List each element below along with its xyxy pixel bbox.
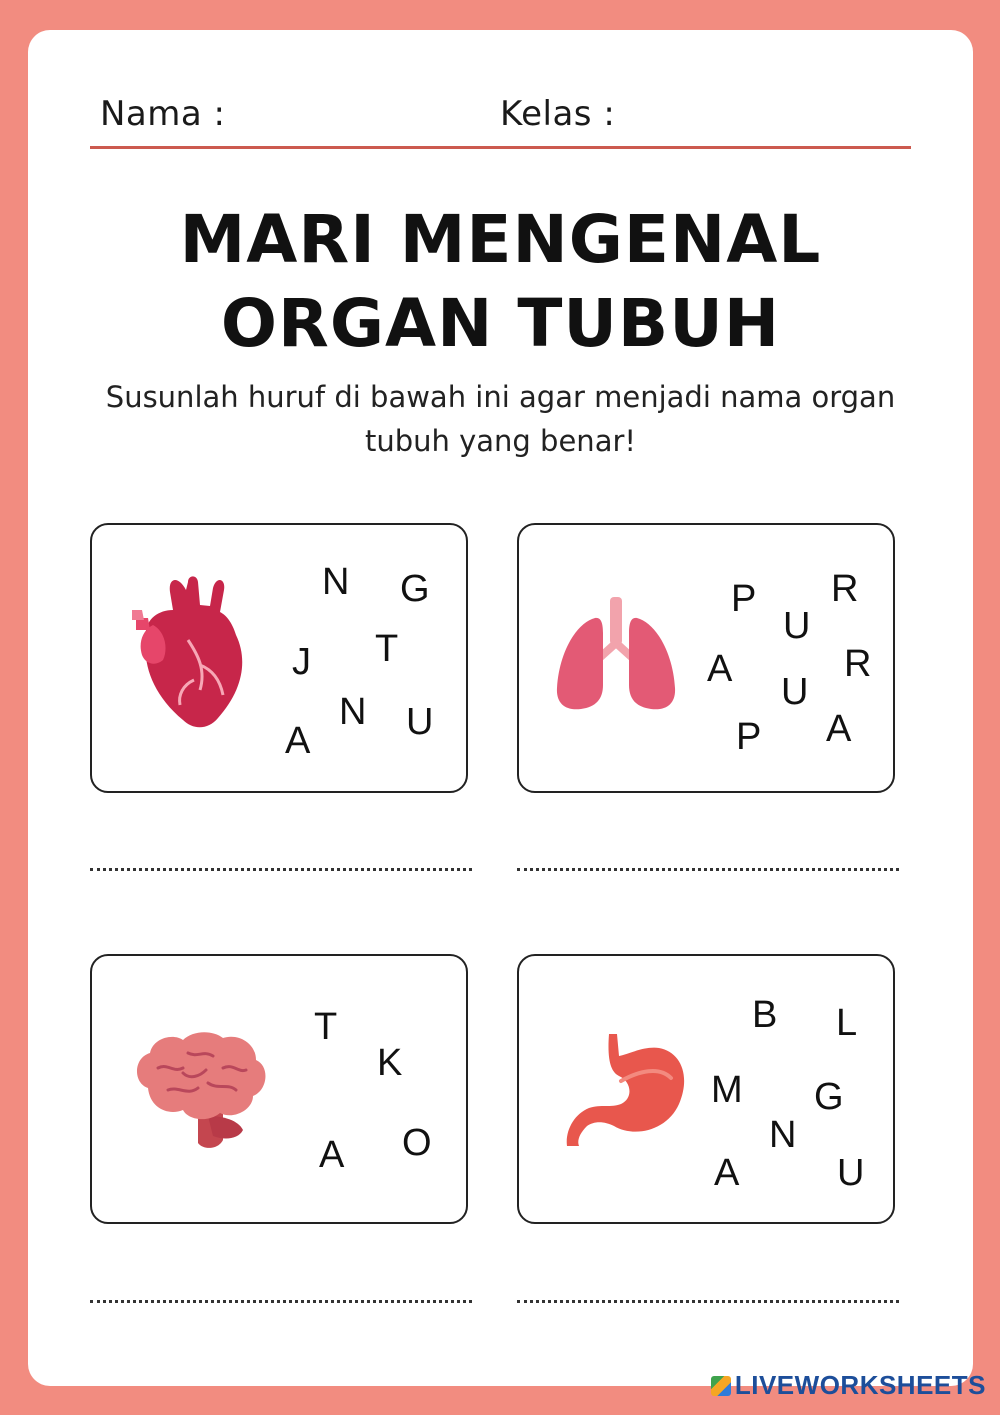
lungs-icon (551, 593, 681, 723)
worksheet (28, 30, 973, 1386)
scrambled-letter: T (375, 628, 399, 670)
scrambled-letter: N (769, 1114, 797, 1156)
liveworksheets-icon (711, 1376, 731, 1396)
answer-line[interactable] (517, 1300, 899, 1303)
page-title (28, 198, 973, 366)
scrambled-letter: L (836, 1002, 858, 1044)
class-label: Kelas : (500, 94, 616, 134)
scrambled-letter: U (837, 1152, 865, 1194)
scrambled-letter: P (736, 716, 762, 758)
card-stomach (517, 954, 895, 1224)
answer-line[interactable] (517, 868, 899, 871)
brand-logo (711, 1370, 986, 1401)
scrambled-letter: R (831, 568, 859, 610)
name-label: Nama : (100, 94, 226, 134)
scrambled-letter: K (377, 1042, 403, 1084)
scrambled-letter: A (714, 1152, 740, 1194)
scrambled-letter: N (339, 691, 367, 733)
answer-line[interactable] (90, 1300, 472, 1303)
scrambled-letter: G (814, 1076, 844, 1118)
header-divider (90, 146, 911, 149)
answer-line[interactable] (90, 868, 472, 871)
heart-icon (128, 570, 258, 750)
scrambled-letter: M (711, 1069, 743, 1111)
card-heart (90, 523, 468, 793)
scrambled-letter: O (402, 1122, 432, 1164)
scrambled-letter: N (322, 561, 350, 603)
scrambled-letter: A (826, 708, 852, 750)
stomach-icon (559, 1026, 699, 1156)
scrambled-letter: T (314, 1006, 338, 1048)
scrambled-letter: P (731, 578, 757, 620)
scrambled-letter: U (781, 671, 809, 713)
scrambled-letter: G (400, 568, 430, 610)
scrambled-letter: A (707, 648, 733, 690)
scrambled-letter: B (752, 994, 778, 1036)
scrambled-letter: J (292, 641, 311, 683)
instruction-text: Susunlah huruf di bawah ini agar menjadi nama organ tubuh yang benar! (105, 380, 896, 458)
title-line-2: ORGAN TUBUH (220, 285, 781, 362)
scrambled-letter: A (319, 1134, 345, 1176)
brand-text: LIVEWORKSHEETS (734, 1370, 986, 1400)
header-row (90, 90, 910, 150)
scrambled-letter: U (783, 605, 811, 647)
scrambled-letter: U (406, 701, 434, 743)
card-brain (90, 954, 468, 1224)
scrambled-letter: R (844, 643, 872, 685)
scrambled-letter: A (285, 720, 311, 762)
brain-icon (128, 1028, 278, 1158)
card-lungs (517, 523, 895, 793)
title-line-1: MARI MENGENAL (179, 201, 822, 278)
